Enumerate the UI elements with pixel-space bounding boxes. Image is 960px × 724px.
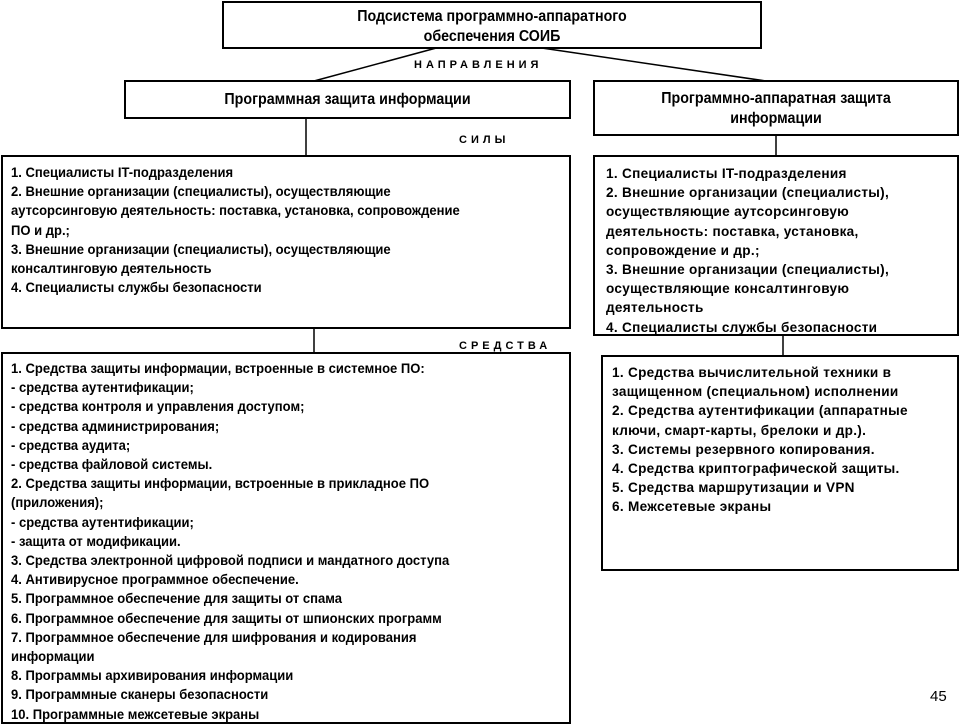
list-item: 2. Средства защиты информации, встроенные в прикладное ПО	[11, 475, 430, 492]
list-item: деятельность: поставка, установка,	[606, 222, 859, 239]
list-item: - средства аудита;	[11, 436, 131, 453]
list-item: 9. Программные сканеры безопасности	[11, 686, 269, 703]
left-means-list	[11, 359, 482, 724]
list-item: 2. Внешние организации (специалисты), осуществляющие	[11, 183, 391, 200]
means-label: СРЕДСТВА	[459, 340, 552, 352]
right-means-box	[601, 355, 959, 571]
hw-title-line: информации	[730, 110, 822, 127]
list-item: сопровождение и др.;	[606, 241, 760, 258]
list-item: осуществляющие аутсорсинговую	[606, 203, 850, 220]
list-item: - средства аутентификации;	[11, 379, 194, 396]
list-item: 10. Программные межсетевые экраны	[11, 705, 260, 722]
list-item: (приложения);	[11, 494, 104, 511]
list-item: - средства контроля и управления доступом;	[11, 398, 305, 415]
left-forces-box	[1, 155, 571, 329]
root-box	[222, 1, 762, 49]
hw-title-line: Программно-аппаратная защита	[661, 90, 891, 107]
list-item: 5. Программное обеспечение для защиты от спама	[11, 590, 342, 607]
list-item: 8. Программы архивирования информации	[11, 667, 294, 684]
list-item: 1. Специалисты IT-подразделения	[606, 165, 847, 181]
list-item: 4. Специалисты службы безопасности	[606, 318, 878, 335]
list-item: консалтинговую деятельность	[11, 260, 212, 277]
hardware-software-protection-box	[593, 80, 959, 136]
list-item: осуществляющие консалтинговую	[606, 280, 850, 297]
list-item: 5. Средства маршрутизации и VPN	[612, 479, 855, 496]
list-item: 3. Средства электронной цифровой подписи и мандатного доступа	[11, 552, 450, 569]
right-forces-list	[606, 164, 898, 337]
list-item: 7. Программное обеспечение для шифрования и кодирования	[11, 628, 417, 645]
list-item: - защита от модификации.	[11, 532, 181, 549]
list-item: 3. Системы резервного копирования.	[612, 440, 875, 457]
forces-label: СИЛЫ	[459, 134, 510, 146]
root-title-line: Подсистема программно-аппаратного	[357, 8, 627, 25]
list-item: 4. Средства криптографической защиты.	[612, 460, 900, 477]
directions-label: НАПРАВЛЕНИЯ	[414, 59, 543, 71]
list-item: - средства администрирования;	[11, 417, 220, 434]
list-item: информации	[11, 648, 95, 665]
list-item: 2. Внешние организации (специалисты),	[606, 184, 890, 201]
list-item: ключи, смарт-карты, брелоки и др.).	[612, 421, 867, 438]
list-item: 1. Средства вычислительной техники в	[612, 364, 892, 380]
list-item: защищенном (специальном) исполнении	[612, 383, 899, 400]
root-title-line: обеспечения СОИБ	[423, 28, 561, 45]
right-means-list	[612, 363, 917, 517]
list-item: 1. Средства защиты информации, встроенные в системное ПО:	[11, 360, 425, 376]
list-item: - средства аутентификации;	[11, 513, 194, 530]
left-means-box	[1, 352, 571, 724]
page-number: 45	[930, 688, 947, 705]
list-item: 6. Программное обеспечение для защиты от шпионских программ	[11, 609, 442, 626]
list-item: 2. Средства аутентификации (аппаратные	[612, 402, 908, 419]
list-item: аутсорсинговую деятельность: поставка, установка, сопровождение	[11, 202, 460, 219]
list-item: 1. Специалисты IT-подразделения	[11, 164, 234, 180]
right-forces-box	[593, 155, 959, 336]
left-forces-list	[11, 163, 493, 297]
list-item: 4. Специалисты службы безопасности	[11, 279, 262, 296]
list-item: - средства файловой системы.	[11, 456, 213, 473]
list-item: 3. Внешние организации (специалисты),	[606, 261, 890, 278]
software-protection-title: Программная защита информации	[224, 91, 471, 108]
list-item: 6. Межсетевые экраны	[612, 498, 772, 515]
list-item: 3. Внешние организации (специалисты), осуществляющие	[11, 240, 391, 257]
list-item: деятельность	[606, 299, 704, 316]
software-protection-box	[124, 80, 571, 119]
list-item: ПО и др.;	[11, 221, 70, 238]
list-item: 4. Антивирусное программное обеспечение.	[11, 571, 299, 588]
